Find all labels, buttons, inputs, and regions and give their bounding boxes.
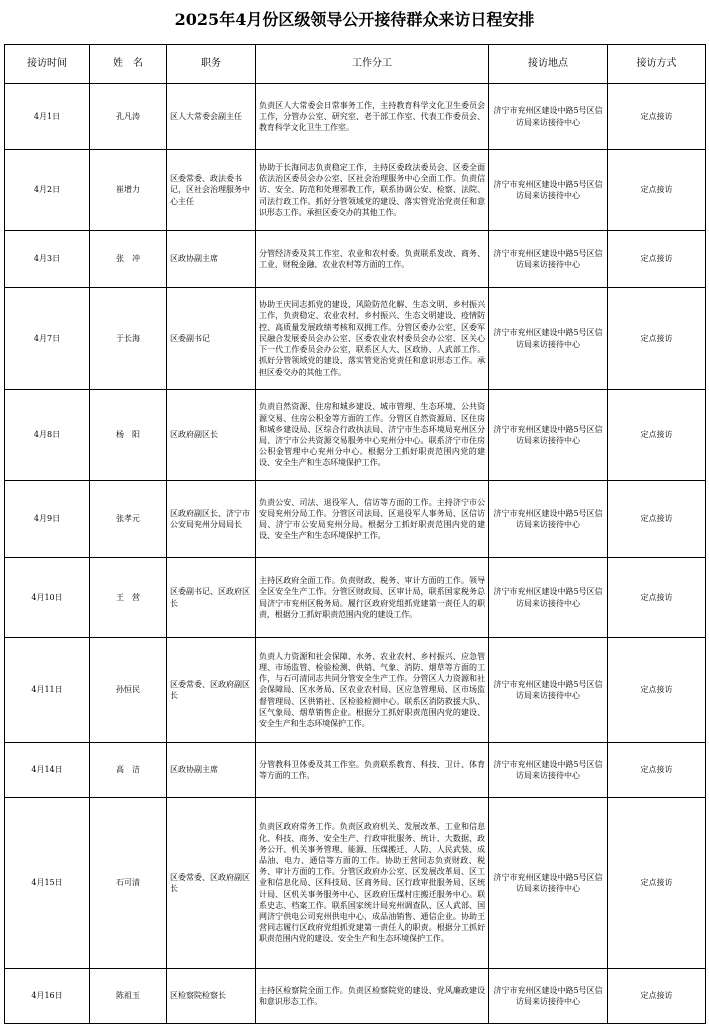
cell-duties: 分管教科卫体委及其工作室。负责联系教育、科技、卫计、体育等方面的工作。	[256, 743, 489, 798]
cell-position: 区委常委、区政府副区长	[167, 798, 256, 969]
header-duties: 工作分工	[256, 45, 489, 84]
cell-name: 陈祖玉	[90, 969, 167, 1024]
table-row	[5, 150, 706, 231]
cell-date: 4月11日	[5, 638, 90, 743]
cell-date: 4月2日	[5, 150, 90, 231]
table-row	[5, 288, 706, 390]
cell-date: 4月16日	[5, 969, 90, 1024]
cell-position: 区委常委、区政府副区长	[167, 638, 256, 743]
cell-method: 定点接访	[608, 558, 706, 638]
cell-duties: 负责自然资源、住房和城乡建设、城市管理、生态环境、公共资源交易、住房公积金等方面的工作。分管区自然资源局、区住房和城乡建设局、区综合行政执法局、济宁市生态环境局兖州区分局、济宁市公共资源交易服务中心兖州分中心。联系济宁市住房公积金管理中心兖州分中心。根据分工抓好职责范围内党的建设、安全生产和生态环境保护工作。	[256, 390, 489, 481]
cell-position: 区委副书记	[167, 288, 256, 390]
cell-duties: 协助于长海同志负责稳定工作，主持区委政法委员会、区委全面依法治区委员会办公室、区社会治理服务中心全面工作。负责信访、安全、防范和处理邪教工作，联系协调公安、检察、法院、司法行政工作。抓好分管领域党的建设、落实管党治党责任和意识形态工作。承担区委交办的其他工作。	[256, 150, 489, 231]
cell-location: 济宁市兖州区建设中路5号区信访局来访接待中心	[489, 743, 608, 798]
table-row	[5, 743, 706, 798]
cell-position: 区政府副区长	[167, 390, 256, 481]
cell-method: 定点接访	[608, 743, 706, 798]
cell-method: 定点接访	[608, 231, 706, 288]
cell-location: 济宁市兖州区建设中路5号区信访局来访接待中心	[489, 150, 608, 231]
cell-date: 4月7日	[5, 288, 90, 390]
cell-method: 定点接访	[608, 638, 706, 743]
cell-method: 定点接访	[608, 481, 706, 558]
cell-name: 张孝元	[90, 481, 167, 558]
cell-date: 4月3日	[5, 231, 90, 288]
cell-name: 孔凡涛	[90, 84, 167, 150]
cell-position: 区政协副主席	[167, 231, 256, 288]
cell-position: 区委常委、政法委书记，区社会治理服务中心主任	[167, 150, 256, 231]
table-row	[5, 969, 706, 1024]
header-position: 职务	[167, 45, 256, 84]
cell-method: 定点接访	[608, 150, 706, 231]
cell-position: 区政府副区长、济宁市公安局兖州分局局长	[167, 481, 256, 558]
cell-location: 济宁市兖州区建设中路5号区信访局来访接待中心	[489, 969, 608, 1024]
table-row	[5, 231, 706, 288]
cell-name: 石可清	[90, 798, 167, 969]
cell-location: 济宁市兖州区建设中路5号区信访局来访接待中心	[489, 558, 608, 638]
cell-position: 区人大常委会副主任	[167, 84, 256, 150]
cell-duties: 负责公安、司法、退役军人、信访等方面的工作。主持济宁市公安局兖州分局工作。分管区司法局、区退役军人事务局、区信访局、济宁市公安局兖州分局。根据分工抓好职责范围内党的建设、安全生产和生态环境保护工作。	[256, 481, 489, 558]
table-row	[5, 558, 706, 638]
cell-method: 定点接访	[608, 288, 706, 390]
schedule-table	[4, 44, 706, 1024]
cell-method: 定点接访	[608, 390, 706, 481]
cell-location: 济宁市兖州区建设中路5号区信访局来访接待中心	[489, 390, 608, 481]
cell-date: 4月15日	[5, 798, 90, 969]
cell-name: 崔增力	[90, 150, 167, 231]
cell-location: 济宁市兖州区建设中路5号区信访局来访接待中心	[489, 638, 608, 743]
cell-duties: 分管经济委及其工作室、农业和农村委。负责联系发改、商务、工业、财税金融、农业农村等方面的工作。	[256, 231, 489, 288]
cell-date: 4月1日	[5, 84, 90, 150]
cell-name: 王 营	[90, 558, 167, 638]
table-row	[5, 481, 706, 558]
cell-location: 济宁市兖州区建设中路5号区信访局来访接待中心	[489, 231, 608, 288]
cell-duties: 负责区政府常务工作。负责区政府机关、发展改革、工业和信息化、科技、商务、安全生产、行政审批服务、统计、大数据、政务公开、机关事务管理、能源、压煤搬迁、人防、人民武装、成品油、电力、通信等方面的工作。协助王营同志负责财政、税务、审计方面的工作。分管区政府办公室、区发展改革局、区工业和信息化局、区科技局、区商务局、区行政审批服务局、区统计局、区机关事务服务中心、区政府压煤村庄搬迁服务中心。联系史志、档案工作。联系国家统计局兖州调查队、区人武部、国网济宁供电公司兖州供电中心，成品油销售、通信企业。协助王营同志履行区政府党组抓党建第一责任人的职责。根据分工抓好职责范围内党的建设、安全生产和生态环境保护工作。	[256, 798, 489, 969]
cell-duties: 负责区人大常委会日常事务工作，主持教育科学文化卫生委员会工作，分管办公室、研究室、老干部工作室、代表工作委员会、教育科学文化卫生工作室。	[256, 84, 489, 150]
cell-name: 孙恒民	[90, 638, 167, 743]
cell-location: 济宁市兖州区建设中路5号区信访局来访接待中心	[489, 84, 608, 150]
cell-duties: 负责人力资源和社会保障、水务、农业农村、乡村振兴、应急管理、市场监管、检验检测、供销、气象、消防、烟草等方面的工作，与石可清同志共同分管安全生产工作。分管区人力资源和社会保障局、区水务局、区农业农村局、区应急管理局、区市场监督管理局、区供销社、区检验检测中心。联系区消防救援大队、区气象局、烟草销售企业。根据分工抓好职责范围内党的建设、安全生产和生态环境保护工作。	[256, 638, 489, 743]
cell-name: 高 洁	[90, 743, 167, 798]
header-name: 姓 名	[90, 45, 167, 84]
cell-date: 4月9日	[5, 481, 90, 558]
cell-method: 定点接访	[608, 798, 706, 969]
table-row	[5, 798, 706, 969]
table-row	[5, 390, 706, 481]
cell-location: 济宁市兖州区建设中路5号区信访局来访接待中心	[489, 798, 608, 969]
cell-method: 定点接访	[608, 84, 706, 150]
cell-duties: 主持区检察院全面工作。负责区检察院党的建设、党风廉政建设和意识形态工作。	[256, 969, 489, 1024]
cell-name: 张 冲	[90, 231, 167, 288]
cell-location: 济宁市兖州区建设中路5号区信访局来访接待中心	[489, 481, 608, 558]
cell-name: 杨 阳	[90, 390, 167, 481]
cell-date: 4月10日	[5, 558, 90, 638]
table-row	[5, 638, 706, 743]
cell-method: 定点接访	[608, 969, 706, 1024]
cell-position: 区政协副主席	[167, 743, 256, 798]
table-row	[5, 84, 706, 150]
cell-date: 4月14日	[5, 743, 90, 798]
cell-name: 于长海	[90, 288, 167, 390]
header-location: 接访地点	[489, 45, 608, 84]
cell-location: 济宁市兖州区建设中路5号区信访局来访接待中心	[489, 288, 608, 390]
header-row	[5, 45, 706, 84]
cell-duties: 主持区政府全面工作。负责财政、税务、审计方面的工作。领导全区安全生产工作。分管区财政局、区审计局，联系国家税务总局济宁市兖州区税务局。履行区政府党组抓党建第一责任人的职责，根据分工抓好职责范围内党的建设工作。	[256, 558, 489, 638]
cell-date: 4月8日	[5, 390, 90, 481]
header-date: 接访时间	[5, 45, 90, 84]
page-title: 2025年4月份区级领导公开接待群众来访日程安排	[174, 10, 535, 29]
cell-position: 区委副书记、区政府区长	[167, 558, 256, 638]
cell-duties: 协助王庆同志抓党的建设、风险防范化解、生态文明、乡村振兴工作，负责稳定、农业农村、乡村振兴、生态文明建设、疫情防控、高质量发展政绩考核和双拥工作。分管区委办公室、区委军民融合发展委员会办公室、区委农业农村委员会办公室、区关心下一代工作委员会办公室，联系区人大、区政协、人武部工作。抓好分管领域党的建设、落实管党治党责任和意识形态工作。承担区委交办的其他工作。	[256, 288, 489, 390]
cell-position: 区检察院检察长	[167, 969, 256, 1024]
header-method: 接访方式	[608, 45, 706, 84]
